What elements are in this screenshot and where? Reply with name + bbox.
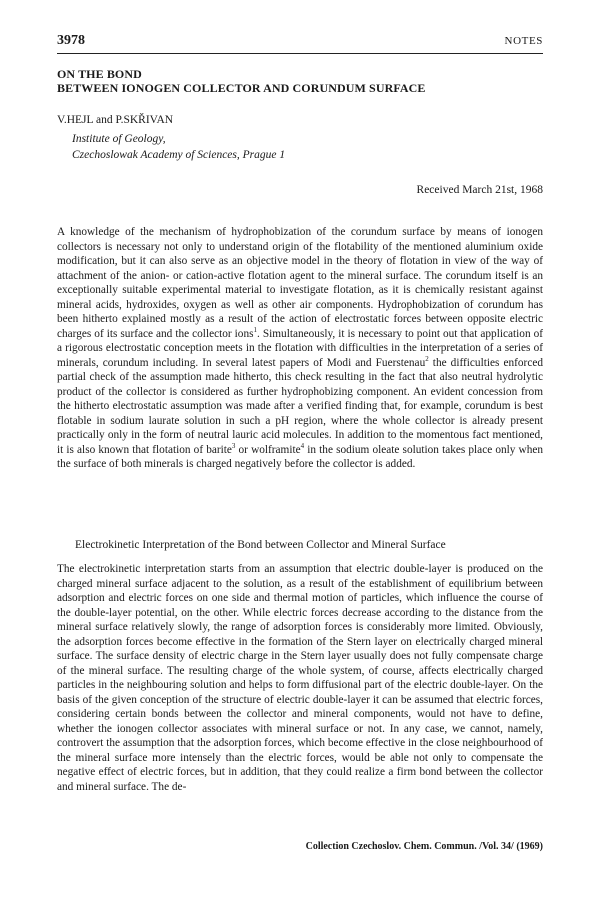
abstract-text-4: or wolframite [235,443,301,456]
abstract-paragraph [57,225,543,472]
page-header [57,33,543,53]
reference-4: 4 [300,441,305,450]
abstract-text-2: . Simultaneously, it is necessary to point out that application of a rigorous electrostatic conception meets in the flotation with difficulties in the interpretation of a series of minerals, corundum including. In several latest papers of Modi and Fuerstenau [57,327,544,369]
reference-3: 3 [231,441,236,450]
authors: V.HEJL and P.SKŘIVAN [57,114,174,126]
title-line-2: BETWEEN IONOGEN COLLECTOR AND CORUNDUM SURFACE [57,81,426,95]
section-body: The electrokinetic interpretation starts from an assumption that electric double-layer is produced on the charged mineral surface adjacent to the solution, as a result of the establishment of equilibrium between adsorption and electric forces on one side and thermal motion of particles, which influence the course of the double-layer potential, on the other. While electric forces decrease according to the distance from the mineral surface relatively slowly, the range of adsorption forces is considerably more limited. Obviously, the adsorption forces become effective in the formation of the Stern layer on electrically charged mineral surface. The surface density of electric charge in the Stern layer usually does not fully compensate charge of the mineral surface. The resulting charge of the whole system, of course, affects electrically charged particles in the neighbouring solution and helps to form diffusional part of the electric double-layer. On the basis of the given conception of the structure of electric double-layer it can be assumed that electric forces, considering certain bonds between the collector and mineral components, would not have to define, whether the ionogen collector associates with mineral surface or not. In any case, we cannot, namely, controvert the assumption that the adsorption forces, which become effective in the close neighbourhood of the mineral surface more intensely than the electric forces, would be able not only to compensate the negative effect of electric forces, but in addition, that they could realize a firm bond between the collector and mineral surface. The de- [57,563,543,793]
running-head: NOTES [504,35,543,47]
section-heading: Electrokinetic Interpretation of the Bond between Collector and Mineral Surface [75,539,446,551]
abstract-text-3: the difficulties enforced partial check of the assumption made hitherto, this check resulting in the fact that also neutral hydrolytic product of the collector is considered as further hydrophobizing component. An evident concession from the hitherto electrostatic assumption was made after a verified finding that, for example, corundum is best flotable in sodium laurate solution in such a pH region, where the whole collector is already present practically only in the form of neutral lauric acid molecules. In addition to the momentous fact mentioned, it is also known that flotation of barite [57,356,543,456]
journal-citation: Collection Czechoslov. Chem. Commun. /Vol. 34/ (1969) [305,841,543,852]
header-rule [57,53,543,54]
article-title [57,67,543,95]
page-number: 3978 [57,33,85,48]
abstract-text-5: in the sodium oleate solution takes place only when the surface of both minerals is charged negatively before the collector is added. [57,443,544,470]
affiliation [72,131,285,163]
title-line-1: ON THE BOND [57,67,142,81]
reference-1: 1 [253,325,258,334]
affiliation-line-1: Institute of Geology, [72,133,166,145]
abstract-text-1: A knowledge of the mechanism of hydrophobization of the corundum surface by means of ionogen collectors is necessary not only to understand origin of the flotability of the mentioned aluminium oxide modification, but it can also serve as an objective model in the theory of flotation in view of the way of attachment of the anion- or cation-active flotation agent to the mineral surface. The corundum itself is an exceptionally suitable experimental material to investigate flotation, as it is chemically resistant against mineral acids, hydroxides, oxygen as well as other air components. Hydrophobization of corundum has been hitherto explained mostly as a result of the action of electrostatic forces between opposite electric charges of its surface and the collector ions [57,226,543,340]
received-date: Received March 21st, 1968 [416,184,543,196]
affiliation-line-2: Czechoslowak Academy of Sciences, Prague 1 [72,149,286,161]
reference-2: 2 [425,354,429,363]
